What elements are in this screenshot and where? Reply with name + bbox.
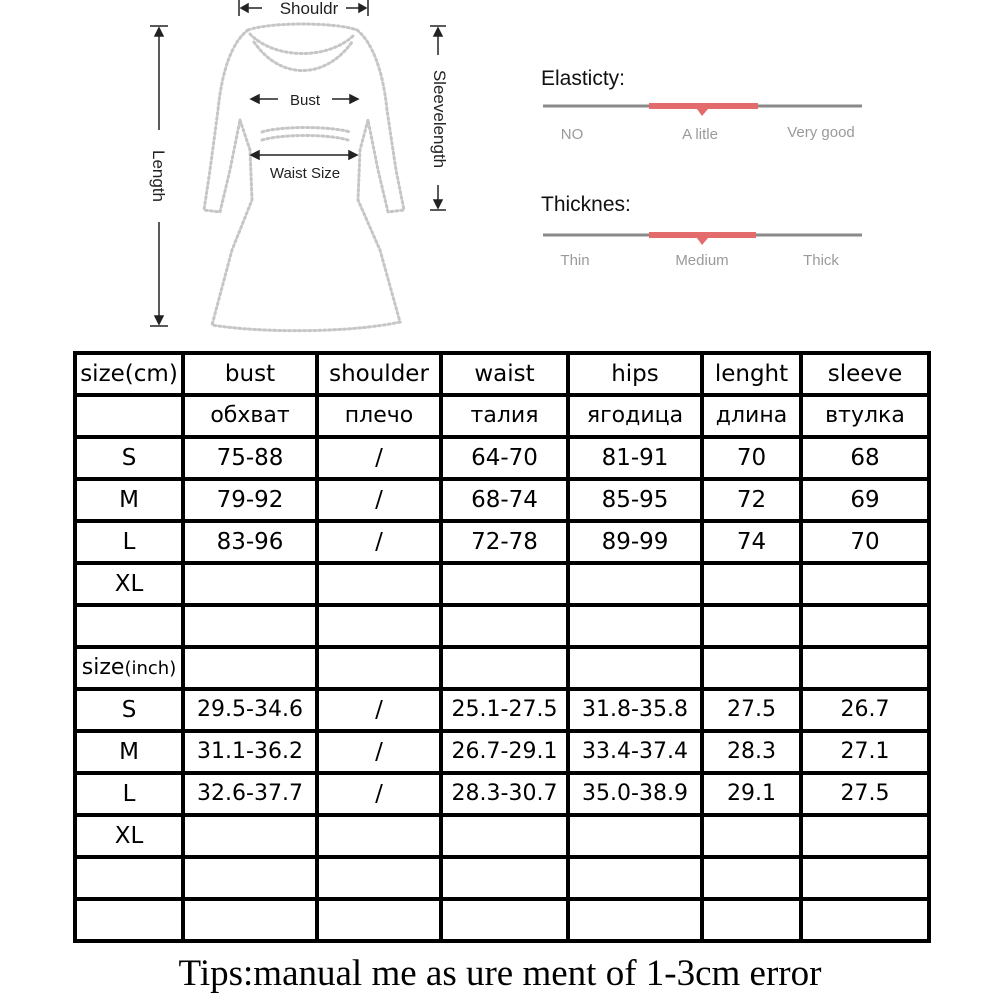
shoulder-label: Shouldr bbox=[279, 0, 339, 18]
table-cell bbox=[801, 815, 929, 857]
table-cell: 27.5 bbox=[801, 773, 929, 815]
table-cell: 28.3 bbox=[702, 731, 801, 773]
table-cell: 75-88 bbox=[183, 437, 317, 479]
table-cell: 69 bbox=[801, 479, 929, 521]
size-chart-table bbox=[73, 351, 931, 943]
table-cell: 68 bbox=[801, 437, 929, 479]
russian-cell bbox=[75, 395, 183, 437]
size-cell: S bbox=[75, 689, 183, 731]
table-cell: 70 bbox=[702, 437, 801, 479]
table-cell: / bbox=[317, 479, 441, 521]
table-cell: 70 bbox=[801, 521, 929, 563]
thickness-scale bbox=[543, 235, 862, 245]
table-cell bbox=[317, 857, 441, 899]
table-row bbox=[75, 857, 929, 899]
size-cell: XL bbox=[75, 815, 183, 857]
table-cell: 27.1 bbox=[801, 731, 929, 773]
thickness-marker bbox=[697, 238, 708, 245]
inch-size-label-main: size bbox=[81, 655, 125, 680]
table-russian-row bbox=[75, 395, 929, 437]
table-cell: / bbox=[317, 437, 441, 479]
table-cell bbox=[801, 899, 929, 941]
thickness-title: Thicknes: bbox=[541, 193, 631, 216]
table-cell bbox=[801, 647, 929, 689]
bust-label: Bust bbox=[289, 92, 321, 109]
waist-measure bbox=[251, 151, 357, 159]
table-row bbox=[75, 815, 929, 857]
russian-cell: плечо bbox=[317, 395, 441, 437]
table-cell bbox=[441, 857, 568, 899]
elasticity-option-no: NO bbox=[560, 126, 584, 143]
table-cell: 64-70 bbox=[441, 437, 568, 479]
table-cell: / bbox=[317, 521, 441, 563]
header-cell: shoulder bbox=[317, 353, 441, 395]
table-row bbox=[75, 437, 929, 479]
table-cell: / bbox=[317, 773, 441, 815]
table-cell bbox=[568, 899, 702, 941]
table-cell: 83-96 bbox=[183, 521, 317, 563]
table-cell: 79-92 bbox=[183, 479, 317, 521]
size-cell: M bbox=[75, 731, 183, 773]
elasticity-option-very-good: Very good bbox=[787, 124, 855, 141]
header-cell: sleeve bbox=[801, 353, 929, 395]
table-cell: / bbox=[317, 689, 441, 731]
table-cell: 29.1 bbox=[702, 773, 801, 815]
table-cell: 25.1-27.5 bbox=[441, 689, 568, 731]
size-cell bbox=[75, 605, 183, 647]
table-cell bbox=[183, 605, 317, 647]
table-cell bbox=[702, 563, 801, 605]
sleeve-label: Sleevelength bbox=[430, 69, 449, 169]
garment-diagram bbox=[0, 0, 1000, 345]
header-cell: bust bbox=[183, 353, 317, 395]
header-cell: size(cm) bbox=[75, 353, 183, 395]
table-cell bbox=[183, 563, 317, 605]
table-cell bbox=[568, 647, 702, 689]
table-cell: 35.0-38.9 bbox=[568, 773, 702, 815]
elasticity-marker bbox=[697, 109, 708, 116]
elasticity-option-a-litle: A litle bbox=[682, 126, 718, 143]
table-cell bbox=[441, 899, 568, 941]
table-cell: 29.5-34.6 bbox=[183, 689, 317, 731]
waist-label: Waist Size bbox=[269, 165, 341, 182]
table-cell bbox=[702, 899, 801, 941]
table-cell: 31.1-36.2 bbox=[183, 731, 317, 773]
table-row bbox=[75, 479, 929, 521]
table-cell: 74 bbox=[702, 521, 801, 563]
elasticity-title: Elasticty: bbox=[541, 67, 626, 90]
table-cell bbox=[317, 563, 441, 605]
russian-cell: обхват bbox=[183, 395, 317, 437]
header-cell: lenght bbox=[702, 353, 801, 395]
size-cell: L bbox=[75, 773, 183, 815]
table-cell bbox=[441, 563, 568, 605]
size-cell: S bbox=[75, 437, 183, 479]
table-cell bbox=[568, 563, 702, 605]
table-cell: 72-78 bbox=[441, 521, 568, 563]
table-cell bbox=[183, 899, 317, 941]
table-cell bbox=[568, 857, 702, 899]
table-cell bbox=[441, 647, 568, 689]
table-cell: 81-91 bbox=[568, 437, 702, 479]
table-cell bbox=[801, 857, 929, 899]
table-cell bbox=[317, 899, 441, 941]
header-cell: hips bbox=[568, 353, 702, 395]
table-cell bbox=[702, 647, 801, 689]
tips-note: Tips:manual me as ure ment of 1-3cm error bbox=[178, 953, 822, 994]
russian-cell: втулка bbox=[801, 395, 929, 437]
table-row bbox=[75, 563, 929, 605]
size-cell bbox=[75, 857, 183, 899]
size-cell: XL bbox=[75, 563, 183, 605]
table-cell: 26.7 bbox=[801, 689, 929, 731]
size-cell: L bbox=[75, 521, 183, 563]
inch-size-label-unit: (inch) bbox=[124, 658, 177, 679]
table-row bbox=[75, 773, 929, 815]
table-cell: 28.3-30.7 bbox=[441, 773, 568, 815]
table-cell bbox=[801, 563, 929, 605]
russian-cell: ягодица bbox=[568, 395, 702, 437]
table-cell: 26.7-29.1 bbox=[441, 731, 568, 773]
thickness-option-thin: Thin bbox=[560, 252, 590, 269]
header-cell: waist bbox=[441, 353, 568, 395]
table-cell bbox=[702, 605, 801, 647]
russian-cell: талия bbox=[441, 395, 568, 437]
table-cell: 33.4-37.4 bbox=[568, 731, 702, 773]
inch-header-row bbox=[75, 647, 929, 689]
table-cell: 31.8-35.8 bbox=[568, 689, 702, 731]
table-cell bbox=[183, 647, 317, 689]
table-row bbox=[75, 689, 929, 731]
table-cell: 68-74 bbox=[441, 479, 568, 521]
table-row bbox=[75, 521, 929, 563]
table-cell: / bbox=[317, 731, 441, 773]
table-cell bbox=[568, 605, 702, 647]
size-cell: M bbox=[75, 479, 183, 521]
inch-size-label bbox=[75, 647, 183, 689]
table-cell: 72 bbox=[702, 479, 801, 521]
thickness-option-medium: Medium bbox=[675, 252, 729, 269]
length-label: Length bbox=[149, 150, 168, 202]
russian-cell: длина bbox=[702, 395, 801, 437]
thickness-option-thick: Thick bbox=[803, 252, 839, 269]
table-row bbox=[75, 899, 929, 941]
table-cell bbox=[183, 815, 317, 857]
table-cell bbox=[801, 605, 929, 647]
table-cell bbox=[702, 815, 801, 857]
table-cell bbox=[441, 605, 568, 647]
table-cell: 32.6-37.7 bbox=[183, 773, 317, 815]
size-cell bbox=[75, 899, 183, 941]
table-cell bbox=[317, 605, 441, 647]
table-row bbox=[75, 731, 929, 773]
table-cell: 89-99 bbox=[568, 521, 702, 563]
table-row bbox=[75, 605, 929, 647]
table-cell bbox=[317, 647, 441, 689]
table-cell bbox=[317, 815, 441, 857]
table-cell: 27.5 bbox=[702, 689, 801, 731]
table-header-row bbox=[75, 353, 929, 395]
elasticity-scale bbox=[543, 106, 862, 116]
table-cell bbox=[183, 857, 317, 899]
table-cell bbox=[441, 815, 568, 857]
table-cell bbox=[568, 815, 702, 857]
table-cell: 85-95 bbox=[568, 479, 702, 521]
table-cell bbox=[702, 857, 801, 899]
